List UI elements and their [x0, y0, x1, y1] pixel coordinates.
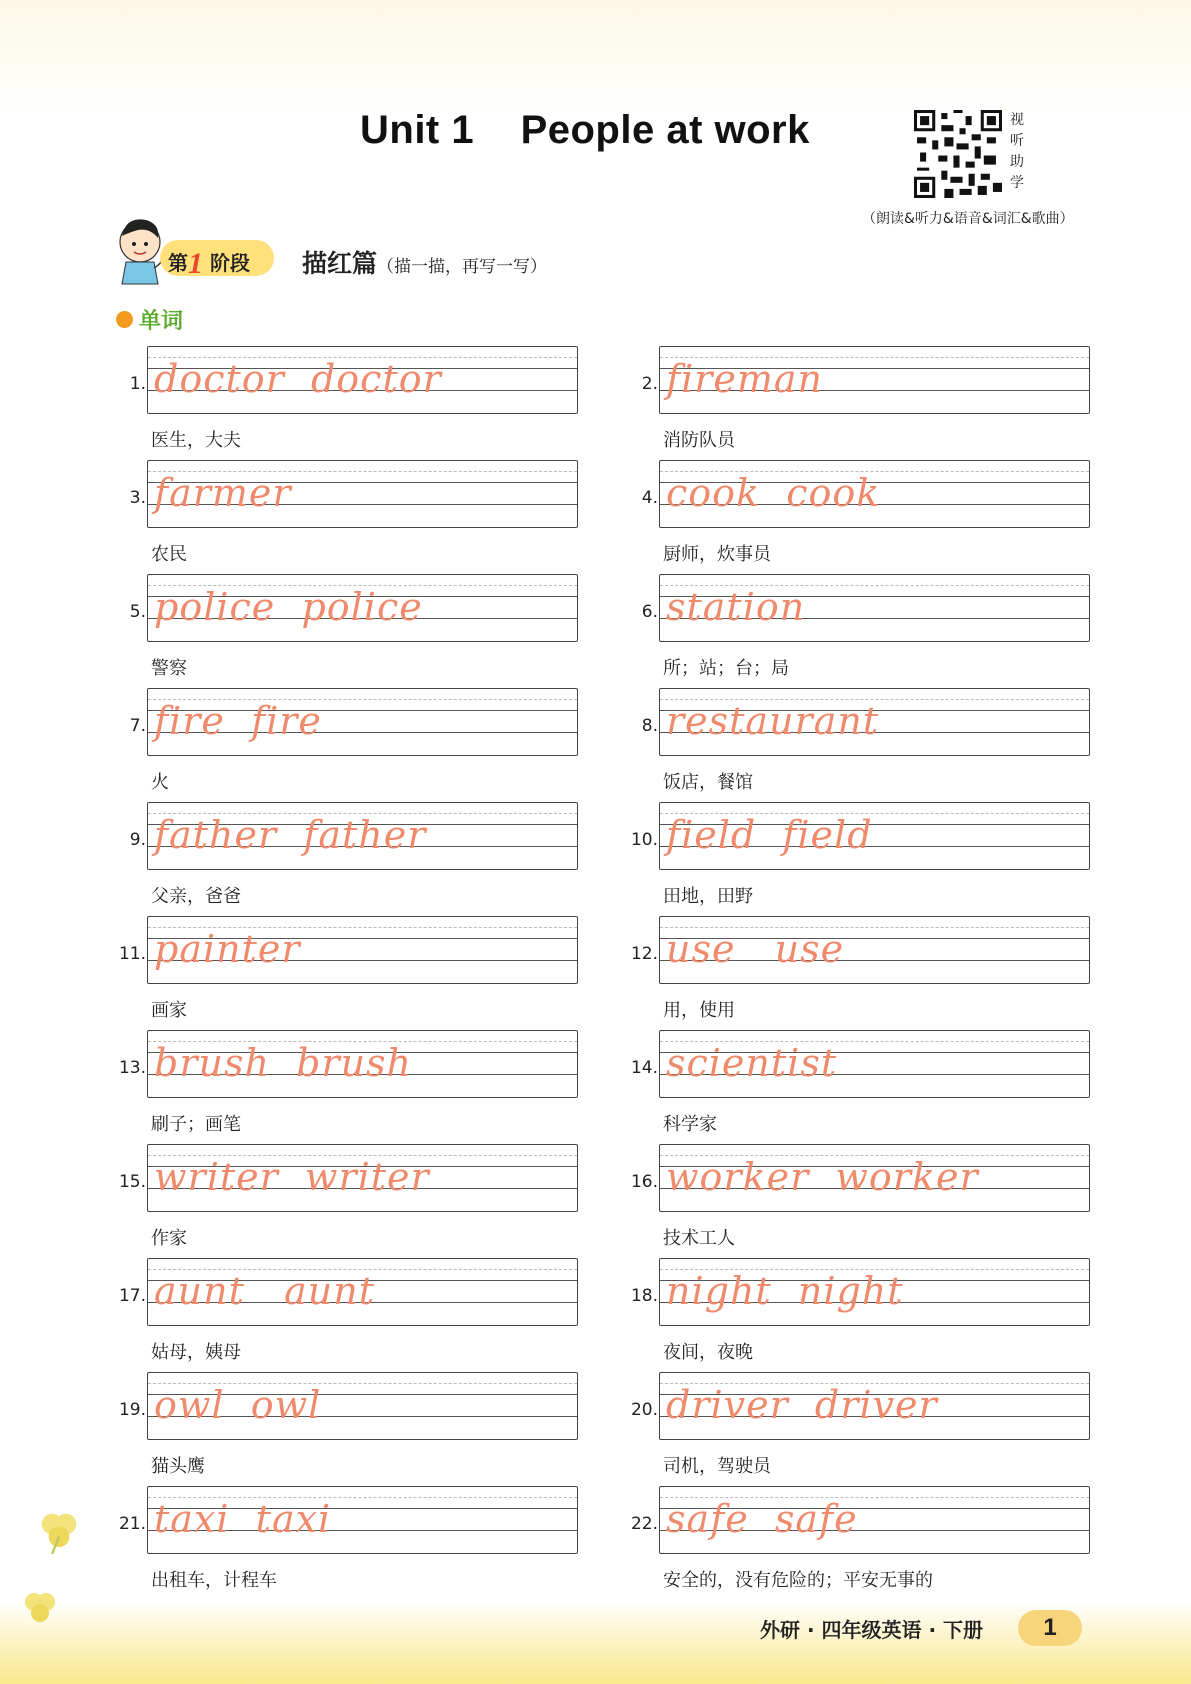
word-item: [626, 460, 1136, 570]
word-meaning: 司机，驾驶员: [663, 1456, 771, 1477]
word-item: [626, 1144, 1136, 1254]
stage-label: [168, 244, 250, 278]
stage-title: [302, 244, 547, 280]
word-meaning: 厨师，炊事员: [663, 544, 771, 565]
word-number: 6.: [641, 602, 658, 622]
section-dot-icon: [116, 311, 133, 328]
trace-word: driver driver: [666, 1383, 938, 1427]
word-item: [626, 1030, 1136, 1140]
qr-label-char: 视: [1010, 112, 1024, 128]
word-number: 8.: [641, 716, 658, 736]
stage-suffix: 阶段: [209, 251, 250, 275]
word-meaning: 出租车，计程车: [151, 1570, 277, 1591]
top-background-wash: [0, 0, 1191, 120]
trace-word: field field: [666, 813, 873, 857]
trace-word: night night: [666, 1269, 904, 1313]
trace-word: station: [666, 585, 806, 629]
word-number: 7.: [129, 716, 146, 736]
clover-icon: [36, 1508, 82, 1554]
word-meaning: 消防队员: [663, 430, 735, 451]
word-meaning: 夜间，夜晚: [663, 1342, 753, 1363]
word-number: 15.: [118, 1172, 146, 1192]
word-meaning: 姑母，姨母: [151, 1342, 241, 1363]
word-number: 13.: [118, 1058, 146, 1078]
trace-word: aunt aunt: [154, 1269, 375, 1313]
trace-word: fireman: [666, 357, 824, 401]
trace-word: police police: [154, 585, 423, 629]
word-item: [626, 1372, 1136, 1482]
qr-label-char: 学: [1010, 175, 1024, 191]
trace-word: fire fire: [154, 699, 322, 743]
trace-word: painter: [154, 927, 301, 971]
word-meaning: 火: [151, 772, 169, 793]
word-number: 5.: [129, 602, 146, 622]
word-number: 4.: [641, 488, 658, 508]
trace-word: scientist: [666, 1041, 838, 1085]
book-title: 外研 · 四年级英语 · 下册: [760, 1618, 984, 1642]
word-item: [114, 688, 624, 798]
word-number: 22.: [630, 1514, 658, 1534]
word-number: 10.: [630, 830, 658, 850]
word-meaning: 父亲，爸爸: [151, 886, 241, 907]
trace-word: brush brush: [154, 1041, 413, 1085]
word-meaning: 技术工人: [663, 1228, 735, 1249]
word-item: [114, 574, 624, 684]
word-item: [114, 916, 624, 1026]
word-item: [626, 574, 1136, 684]
word-item: [626, 688, 1136, 798]
word-number: 14.: [630, 1058, 658, 1078]
trace-word: worker worker: [666, 1155, 979, 1199]
trace-word: taxi taxi: [154, 1497, 332, 1541]
qr-side-label: [1010, 110, 1028, 194]
trace-word: farmer: [154, 471, 292, 515]
word-number: 1.: [129, 374, 146, 394]
qr-caption: （朗读&听力&语音&词汇&歌曲）: [862, 211, 1074, 227]
word-item: [114, 1486, 624, 1596]
word-number: 18.: [630, 1286, 658, 1306]
trace-word: doctor doctor: [154, 357, 442, 401]
page-title: Unit 1 People at work: [360, 108, 810, 152]
trace-word: cook cook: [666, 471, 881, 515]
word-item: [114, 1144, 624, 1254]
word-meaning: 农民: [151, 544, 187, 565]
word-item: [626, 346, 1136, 456]
word-meaning: 医生，大夫: [151, 430, 241, 451]
trace-word: use use: [666, 927, 845, 971]
word-item: [114, 1258, 624, 1368]
trace-word: owl owl: [154, 1383, 322, 1427]
section-label: 单词: [139, 309, 184, 334]
word-meaning: 警察: [151, 658, 187, 679]
word-number: 16.: [630, 1172, 658, 1192]
word-number: 3.: [129, 488, 146, 508]
qr-label-char: 听: [1010, 133, 1024, 149]
word-meaning: 画家: [151, 1000, 187, 1021]
word-number: 9.: [129, 830, 146, 850]
trace-word: safe safe: [666, 1497, 858, 1541]
word-meaning: 饭店，餐馆: [663, 772, 753, 793]
clover-icon: [20, 1588, 60, 1628]
word-number: 21.: [118, 1514, 146, 1534]
qr-label-char: 助: [1010, 154, 1024, 170]
word-meaning: 科学家: [663, 1114, 717, 1135]
word-meaning: 刷子；画笔: [151, 1114, 241, 1135]
word-number: 17.: [118, 1286, 146, 1306]
bottom-background-wash: [0, 1600, 1191, 1684]
word-item: [626, 802, 1136, 912]
section-heading: [116, 304, 183, 335]
word-meaning: 猫头鹰: [151, 1456, 205, 1477]
word-meaning: 田地，田野: [663, 886, 753, 907]
word-number: 2.: [641, 374, 658, 394]
word-item: [626, 1486, 1136, 1596]
trace-word: restaurant: [666, 699, 880, 743]
word-meaning: 安全的，没有危险的；平安无事的: [663, 1570, 933, 1591]
word-number: 19.: [118, 1400, 146, 1420]
word-item: [626, 916, 1136, 1026]
qr-code-icon[interactable]: [914, 110, 1002, 198]
word-meaning: 作家: [151, 1228, 187, 1249]
word-number: 20.: [630, 1400, 658, 1420]
stage-prefix: 第: [168, 251, 188, 275]
word-item: [114, 802, 624, 912]
word-meaning: 用，使用: [663, 1000, 735, 1021]
word-item: [114, 346, 624, 456]
word-item: [114, 1372, 624, 1482]
word-item: [114, 1030, 624, 1140]
word-meaning: 所；站；台；局: [663, 658, 789, 679]
trace-word: father father: [154, 813, 427, 857]
word-item: [114, 460, 624, 570]
trace-word: writer writer: [154, 1155, 430, 1199]
stage-title-text: 描红篇: [302, 249, 378, 278]
word-number: 12.: [630, 944, 658, 964]
stage-subtitle: （描一描，再写一写）: [377, 257, 548, 277]
stage-number: 1: [188, 247, 203, 280]
word-item: [626, 1258, 1136, 1368]
word-number: 11.: [118, 944, 146, 964]
page-number: 1: [1018, 1610, 1082, 1646]
